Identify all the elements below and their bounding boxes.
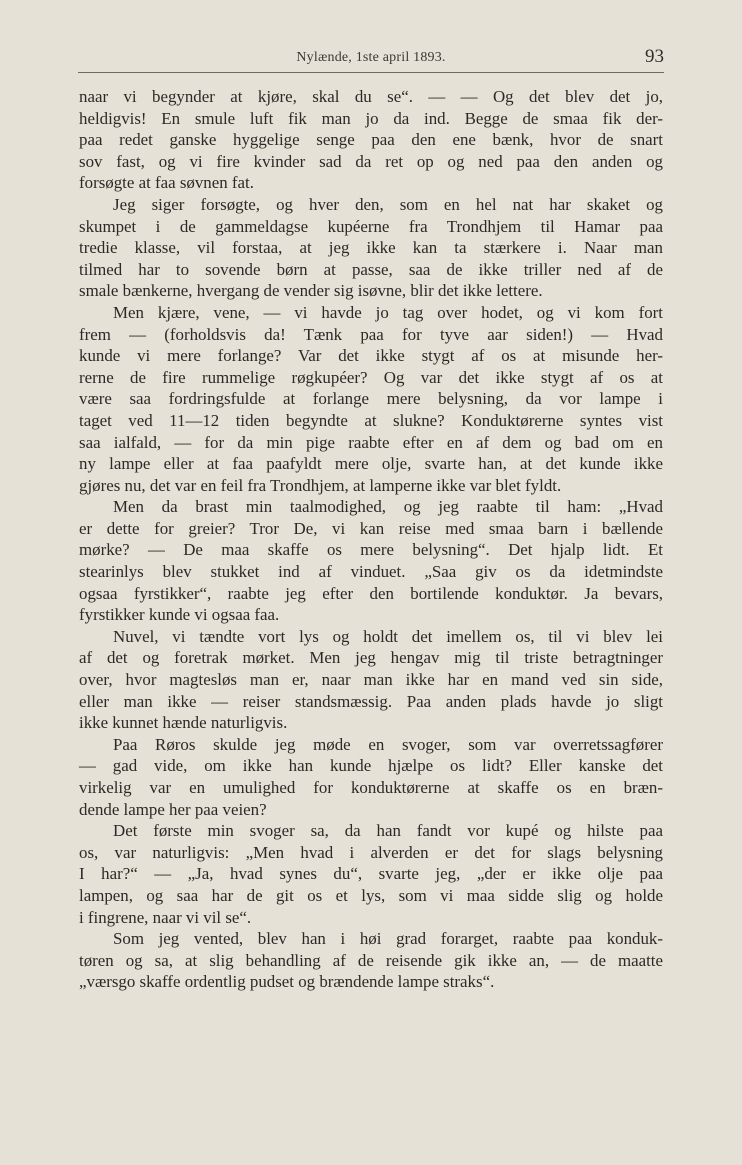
- text-line: lampen, og saa har de git os et lys, som vi maa sidde slig og holde: [79, 885, 663, 905]
- body-text: [79, 86, 663, 993]
- text-line: i fingrene, naar vi vil se“.: [79, 907, 252, 927]
- text-line: Det første min svoger sa, da han fandt vor kupé og hilste paa: [113, 821, 663, 841]
- text-line: — gad vide, om ikke han kunde hjælpe os lidt? Eller kanske det: [79, 756, 663, 776]
- text-line: ny lampe eller at faa paafyldt mere olje, svarte han, at det kunde ikke: [79, 454, 663, 474]
- text-line: skumpet i de gammeldagse kupéerne fra Trondhjem til Hamar paa: [79, 216, 663, 236]
- paragraph: [79, 496, 663, 626]
- text-line: være saa fordringsfulde at forlange mere belysning, da vor lampe i: [79, 389, 663, 409]
- text-line: ikke kunnet hænde naturligvis.: [79, 713, 288, 733]
- text-line: taget ved 11—12 tiden begyndte at slukne? Konduktørerne syntes vist: [79, 410, 663, 430]
- paragraph: [79, 734, 663, 820]
- text-line: smale bænkerne, hvergang de vender sig isøvne, blir det ikke lettere.: [79, 281, 543, 301]
- text-line: os, var naturligvis: „Men hvad i alverden er det for slags belysning: [79, 842, 663, 862]
- text-line: heldigvis! En smule luft fik man jo da ind. Begge de smaa fik der-: [79, 108, 663, 128]
- text-line: Paa Røros skulde jeg møde en svoger, som var overretssagfører: [113, 734, 663, 754]
- text-line: virkelig var en umulighed for konduktørerne at skaffe os en bræn-: [79, 778, 663, 797]
- text-line: Men kjære, vene, — vi havde jo tag over hodet, og vi kom fort: [113, 302, 663, 322]
- text-line: I har?“ — „Ja, hvad synes du“, svarte jeg, „der er ikke olje paa: [79, 864, 663, 884]
- text-line: frem — (forholdsvis da! Tænk paa for tyve aar siden!) — Hvad: [79, 324, 663, 344]
- text-line: over, hvor magtesløs man er, naar man ikke har en mand ved sin side,: [79, 670, 663, 690]
- text-line: fyrstikker kunde vi ogsaa faa.: [79, 605, 280, 625]
- text-line: eller man ikke — reiser standsmæssig. Paa anden plads havde jo sligt: [79, 691, 663, 711]
- text-line: tredie klasse, vil forstaa, at jeg ikke kan ta stærkere i. Naar man: [79, 238, 663, 258]
- text-line: gjøres nu, det var en feil fra Trondhjem, at lamperne ikke var blet fyldt.: [79, 475, 562, 495]
- text-line: paa redet ganske hyggelige senge paa den ene bænk, hvor de snart: [79, 130, 663, 150]
- paragraph: [79, 86, 663, 194]
- text-line: saa ialfald, — for da min pige raabte efter en af dem og bad om en: [79, 432, 663, 452]
- text-line: „værsgo skaffe ordentlig pudset og brændende lampe straks“.: [79, 972, 495, 992]
- text-line: forsøgte at faa søvnen fat.: [79, 173, 254, 193]
- page-header: [78, 46, 664, 73]
- text-line: sov fast, og vi fire kvinder sad da ret op og ned paa den anden og: [79, 151, 663, 171]
- text-line: af det og foretrak mørket. Men jeg hengav mig til triste betragtninger: [79, 648, 663, 668]
- text-line: tøren og sa, at slig behandling af de reisende gik ikke an, — de maatte: [79, 950, 663, 970]
- paragraph: [79, 302, 663, 496]
- paragraph: [79, 194, 663, 302]
- text-line: stearinlys blev stukket ind af vinduet. „Saa giv os da idetmindste: [79, 562, 663, 582]
- paragraph: [79, 928, 663, 993]
- text-line: dende lampe her paa veien?: [79, 799, 267, 819]
- running-title: Nylænde, 1ste april 1893.: [296, 50, 446, 65]
- text-line: naar vi begynder at kjøre, skal du se“. — — Og det blev det jo,: [79, 87, 663, 106]
- text-line: mørke? — De maa skaffe os mere belysning“. Det hjalp lidt. Et: [79, 540, 663, 560]
- text-line: Men da brast min taalmodighed, og jeg raabte til ham: „Hvad: [113, 497, 663, 517]
- text-line: Som jeg vented, blev han i høi grad forarget, raabte paa konduk-: [113, 929, 663, 949]
- paragraph: [79, 820, 663, 928]
- text-line: Nuvel, vi tændte vort lys og holdt det imellem os, til vi blev lei: [113, 626, 663, 646]
- paragraph: [79, 626, 663, 734]
- text-line: tilmed har to sovende børn at passe, saa de ikke triller ned af de: [79, 259, 663, 279]
- page-number: 93: [645, 46, 664, 67]
- text-line: er dette for greier? Tror De, vi kan reise med smaa barn i bællende: [79, 518, 663, 538]
- text-line: ogsaa fyrstikker“, raabte jeg efter den bortilende konduktør. Ja bevars,: [79, 583, 663, 603]
- text-line: kunde vi mere forlange? Var det ikke stygt af os at misunde her-: [79, 346, 663, 366]
- text-line: Jeg siger forsøgte, og hver den, som en hel nat har skaket og: [113, 194, 663, 214]
- text-line: rerne de fire rummelige røgkupéer? Og var det ikke stygt af os at: [79, 367, 663, 387]
